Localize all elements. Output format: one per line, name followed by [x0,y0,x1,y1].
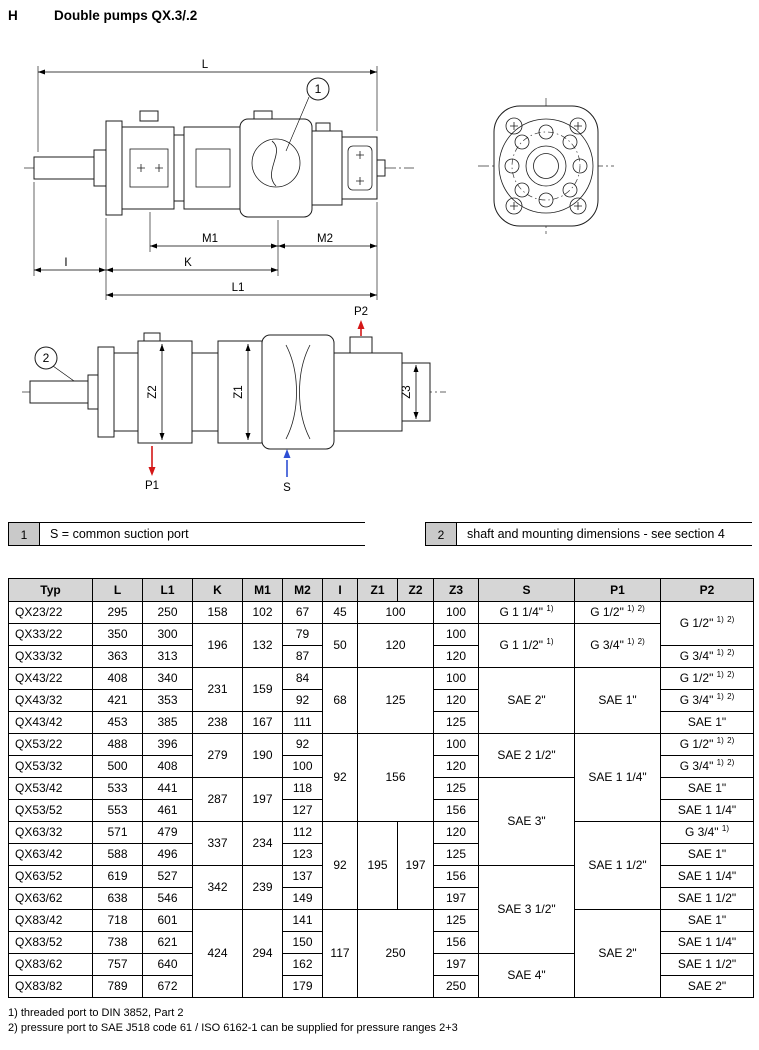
dimension-cell: 479 [143,822,193,844]
dimension-cell: G 3/4" $^{1)}$ $^{2)}$ [661,756,754,778]
dimension-cell: SAE 1 1/4" [661,932,754,954]
dimension-cell: 300 [143,624,193,646]
table-row [9,624,754,646]
dimension-cell: 92 [323,734,358,822]
dim-label-L: L [201,59,209,71]
port-arrow-P2 [354,306,368,336]
pump-type-cell: QX33/32 [9,646,93,668]
dimension-cell: SAE 4" [479,954,575,998]
dimension-cell: 546 [143,888,193,910]
column-header-z3: Z3 [434,579,479,602]
pump-type-cell: QX83/52 [9,932,93,954]
dimension-cell: 533 [93,778,143,800]
page-title: Double pumps QX.3/.2 [54,8,198,23]
dimension-cell: SAE 1" [661,778,754,800]
dimension-cell: 553 [93,800,143,822]
dimension-cell: 197 [434,888,479,910]
pump-type-cell: QX63/42 [9,844,93,866]
dimension-cell: G 1/2" $^{1)}$ $^{2)}$ [661,602,754,646]
dim-label-L1: L1 [231,282,245,294]
dimension-cell: SAE 1" [661,910,754,932]
dimension-cell: 385 [143,712,193,734]
pump-side-view [24,111,414,217]
column-header-p2: P2 [661,579,754,602]
dimension-cell: G 1/2" $^{1)}$ $^{2)}$ [575,602,661,624]
footnote-1: 1) threaded port to DIN 3852, Part 2 [8,1007,184,1019]
column-header-typ: Typ [9,579,93,602]
dimension-cell: 601 [143,910,193,932]
dim-label-K: K [184,257,192,269]
column-header-m1: M1 [243,579,283,602]
pump-type-cell: QX83/42 [9,910,93,932]
dimension-cell: 638 [93,888,143,910]
dimension-cell: 588 [93,844,143,866]
column-header-l1: L1 [143,579,193,602]
dimension-cell: 118 [283,778,323,800]
dimension-cell: SAE 1" [575,668,661,734]
dimension-cell: SAE 2" [479,668,575,734]
dimension-cell: SAE 3" [479,778,575,866]
dimension-cell: G 1 1/4" $^{1)}$ [479,602,575,624]
dimension-cell: 287 [193,778,243,822]
dimension-cell: 137 [283,866,323,888]
dimension-cell: 79 [283,624,323,646]
dimension-cell: 100 [283,756,323,778]
dimension-cell: 102 [243,602,283,624]
footnotes [8,1006,458,1036]
dimension-cell: 156 [434,866,479,888]
dimension-cell: 125 [434,910,479,932]
dimension-cell: 757 [93,954,143,976]
dimension-cell: 125 [434,778,479,800]
pump-type-cell: QX23/22 [9,602,93,624]
dimension-cell: 295 [93,602,143,624]
dimension-cell: 92 [283,734,323,756]
technical-drawings [0,46,759,516]
dimension-cell: 424 [193,910,243,998]
dimension-cell: 125 [434,844,479,866]
dimension-cell: 197 [243,778,283,822]
column-header-s: S [479,579,575,602]
dimension-cell: SAE 1" [661,712,754,734]
dimension-cell: 127 [283,800,323,822]
dimension-cell: 125 [434,712,479,734]
dim-label-Z2: Z2 [147,385,159,399]
dimension-cell: 195 [358,822,398,910]
callout-2-number: 2 [42,351,50,365]
footnote-2: 2) pressure port to SAE J518 code 61 / ISO 6162-1 can be supplied for pressure ranges 2+3 [8,1021,458,1034]
dimension-cell: 68 [323,668,358,734]
dimension-cell: 441 [143,778,193,800]
dimension-cell: 162 [283,954,323,976]
dimension-cell: 150 [283,932,323,954]
dimension-cell: G 1/2" $^{1)}$ $^{2)}$ [661,668,754,690]
dimension-cell: SAE 1 1/2" [575,822,661,910]
dimension-cell: 141 [283,910,323,932]
dimension-cell: 197 [434,954,479,976]
dimension-cell: G 3/4" $^{1)}$ $^{2)}$ [575,624,661,668]
table-row [9,668,754,690]
dimension-cell: 789 [93,976,143,998]
dimension-cell: 239 [243,866,283,910]
dim-label-M1: M1 [202,233,218,245]
dimension-cell: 100 [434,624,479,646]
port-label-P2: P2 [353,306,369,318]
dimension-cell: SAE 1 1/4" [661,866,754,888]
dimension-cell: 120 [434,822,479,844]
dimension-cell: 250 [434,976,479,998]
dimension-cell: 125 [358,668,434,734]
legend-text-suction: S = common suction port [40,522,365,546]
dimension-cell: 197 [398,822,434,910]
column-header-z2: Z2 [398,579,434,602]
dimension-cell: 123 [283,844,323,866]
port-label-P1: P1 [144,480,160,492]
pump-type-cell: QX63/62 [9,888,93,910]
dimension-cell: 67 [283,602,323,624]
table-row [9,910,754,932]
dimension-cell: 527 [143,866,193,888]
dimension-cell: G 3/4" $^{1)}$ $^{2)}$ [661,646,754,668]
dimension-cell: 238 [193,712,243,734]
column-header-l: L [93,579,143,602]
dimension-cell: 619 [93,866,143,888]
port-arrow-P1 [145,446,159,492]
legend-item-suction [8,522,365,548]
port-arrow-S [283,449,291,494]
dimension-cell: 111 [283,712,323,734]
legend-callout-1: 1 [8,522,40,546]
mounting-flange-view [478,98,614,234]
dimension-cell: 408 [143,756,193,778]
pump-type-cell: QX83/82 [9,976,93,998]
column-header-z1: Z1 [358,579,398,602]
dim-label-Z1: Z1 [233,385,245,399]
dimension-cell: 167 [243,712,283,734]
dimension-cell: SAE 1" [661,844,754,866]
dimension-cell: 87 [283,646,323,668]
dimension-cell: 92 [283,690,323,712]
dimension-cell: SAE 2 1/2" [479,734,575,778]
dimension-cell: 156 [434,800,479,822]
legend-callout-2: 2 [425,522,457,546]
dimension-cell: 363 [93,646,143,668]
dimension-cell: 294 [243,910,283,998]
pump-type-cell: QX43/22 [9,668,93,690]
section-letter: H [8,8,18,23]
dimension-cell: SAE 2" [661,976,754,998]
dimension-cell: 461 [143,800,193,822]
legend-text-shaft: shaft and mounting dimensions - see section 4 [457,522,752,546]
dimension-cell: SAE 1 1/2" [661,888,754,910]
dimension-cell: G 1 1/2" $^{1)}$ [479,624,575,668]
dimension-cell: 120 [358,624,434,668]
dimension-cell: 190 [243,734,283,778]
dimension-cell: 234 [243,822,283,866]
table-row [9,734,754,756]
dimension-cell: 50 [323,624,358,668]
dimension-cell: 159 [243,668,283,712]
pump-type-cell: QX53/22 [9,734,93,756]
table-header-row [9,579,754,602]
dimension-cell: G 1/2" $^{1)}$ $^{2)}$ [661,734,754,756]
legend [8,522,752,548]
dimension-cell: 250 [143,602,193,624]
dimension-cell: 496 [143,844,193,866]
dimension-cell: 342 [193,866,243,910]
dimension-cell: 112 [283,822,323,844]
dimension-cell: 353 [143,690,193,712]
dimension-cell: 92 [323,822,358,910]
dimension-cell: 156 [358,734,434,822]
dimension-table [8,578,754,998]
dimension-cell: 158 [193,602,243,624]
legend-item-shaft [425,522,752,548]
dimension-cell: 120 [434,690,479,712]
dimension-cell: 179 [283,976,323,998]
table-row [9,822,754,844]
pump-type-cell: QX43/42 [9,712,93,734]
dimension-cell: 132 [243,624,283,668]
dimension-cell: 396 [143,734,193,756]
pump-type-cell: QX63/52 [9,866,93,888]
column-header-m2: M2 [283,579,323,602]
dimension-cell: 100 [358,602,434,624]
dimension-cell: G 3/4" $^{1)}$ $^{2)}$ [661,690,754,712]
dim-label-Z3: Z3 [401,385,413,399]
dimension-cell: 340 [143,668,193,690]
page-header [8,8,197,23]
dimension-cell: 421 [93,690,143,712]
dimension-cell: 718 [93,910,143,932]
dimension-cell: SAE 1 1/4" [575,734,661,822]
column-header-k: K [193,579,243,602]
dimension-cell: 156 [434,932,479,954]
table-body [9,602,754,998]
dimension-cell: 488 [93,734,143,756]
dimension-cell: 149 [283,888,323,910]
dimension-cell: 738 [93,932,143,954]
dimension-cell: 250 [358,910,434,998]
port-label-S: S [283,482,291,494]
dimension-cell: 621 [143,932,193,954]
dimension-cell: 500 [93,756,143,778]
dimension-cell: 337 [193,822,243,866]
dimension-cell: 571 [93,822,143,844]
dimension-cell: 453 [93,712,143,734]
dimension-cell: SAE 2" [575,910,661,998]
dim-label-M2: M2 [317,233,333,245]
dimension-cell: SAE 1 1/2" [661,954,754,976]
dimension-cell: 100 [434,602,479,624]
dimension-cell: 117 [323,910,358,998]
dimension-cell: 350 [93,624,143,646]
column-header-p1: P1 [575,579,661,602]
callout-2 [35,347,74,381]
dimension-cell: 120 [434,646,479,668]
dimension-cell: 640 [143,954,193,976]
pump-type-cell: QX53/32 [9,756,93,778]
dimension-cell: 279 [193,734,243,778]
pump-type-cell: QX83/62 [9,954,93,976]
dimension-cell: 313 [143,646,193,668]
pump-type-cell: QX43/32 [9,690,93,712]
dimension-cell: 196 [193,624,243,668]
dimension-cell: G 3/4" $^{1)}$ [661,822,754,844]
column-header-i: I [323,579,358,602]
pump-type-cell: QX53/52 [9,800,93,822]
dimension-cell: 84 [283,668,323,690]
dimension-cell: 100 [434,734,479,756]
table-row [9,602,754,624]
callout-1-number: 1 [314,82,322,96]
dimension-cell: SAE 3 1/2" [479,866,575,954]
dimension-cell: SAE 1 1/4" [661,800,754,822]
dim-label-I: I [64,257,68,269]
pump-type-cell: QX53/42 [9,778,93,800]
dimension-cell: 100 [434,668,479,690]
dimension-cell: 45 [323,602,358,624]
pump-type-cell: QX63/32 [9,822,93,844]
dimension-cell: 408 [93,668,143,690]
dimension-cell: 120 [434,756,479,778]
pump-type-cell: QX33/22 [9,624,93,646]
dimension-cell: 231 [193,668,243,712]
dimension-cell: 672 [143,976,193,998]
